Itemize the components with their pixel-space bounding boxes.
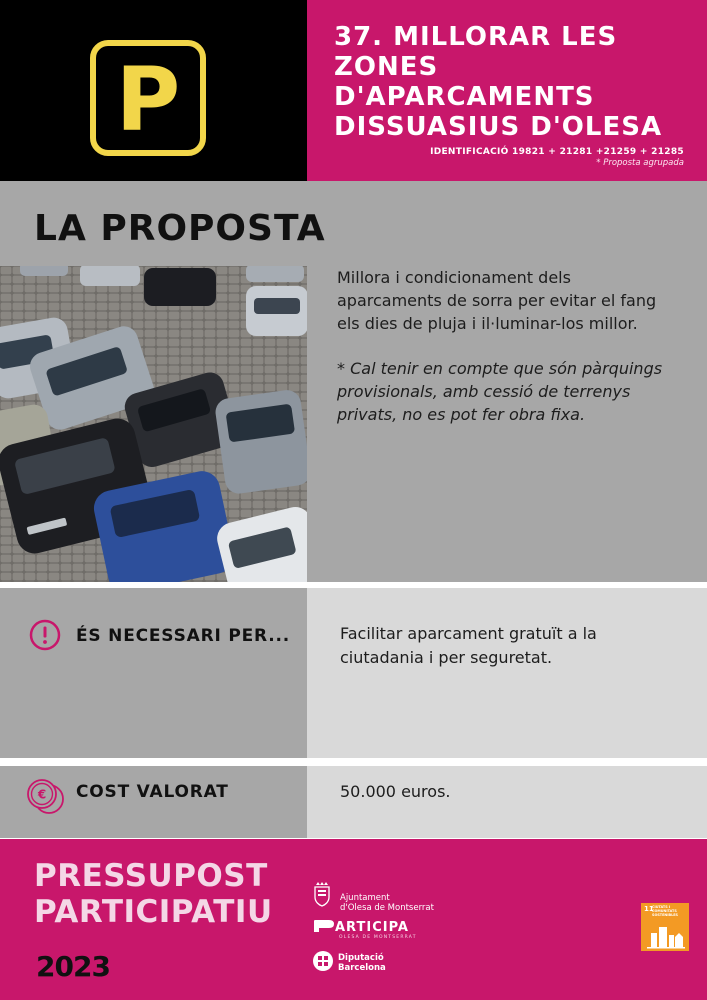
ajuntament-crest-icon xyxy=(313,881,331,907)
diputacio-grid-icon xyxy=(313,951,333,971)
participatory-budget-title: PRESSUPOST PARTICIPATIU xyxy=(34,858,273,930)
svg-text:€: € xyxy=(37,787,47,802)
necessity-label: ÉS NECESSARI PER... xyxy=(76,626,290,646)
parking-sign-icon xyxy=(90,40,206,156)
ajuntament-logo-text: Ajuntament d'Olesa de Montserrat xyxy=(340,893,434,913)
participa-subtitle: OLESA DE MONTSERRAT xyxy=(339,935,417,940)
proposal-description: Millora i condicionament dels aparcaments de sorra per evitar el fang els dies de pluja i il·luminar-los millor. xyxy=(337,268,657,333)
participa-logo xyxy=(313,919,409,935)
cost-text-panel xyxy=(307,766,707,838)
diputacio-logo-text: Diputació Barcelona xyxy=(338,953,386,973)
parking-lot-photo xyxy=(0,266,307,582)
identification-code: IDENTIFICACIÓ 19821 + 21281 +21259 + 21285 xyxy=(430,147,684,157)
necessity-text: Facilitar aparcament gratuït a la ciutadania i per seguretat. xyxy=(340,624,597,667)
participa-logo-text: ARTICIPA xyxy=(335,920,409,935)
participa-p-icon xyxy=(313,919,335,933)
exclamation-circle-icon xyxy=(28,618,62,652)
sdg-number: 11 xyxy=(644,905,654,913)
diputacio-logo-icon xyxy=(313,951,333,971)
page-title: 37. MILLORAR LES ZONES D'APARCAMENTS DISSUASIUS D'OLESA xyxy=(334,22,663,142)
proposal-heading: LA PROPOSTA xyxy=(34,208,326,249)
grouped-proposal-note: * Proposta agrupada xyxy=(596,158,684,168)
necessity-text-panel xyxy=(307,588,707,758)
sdg-label: CIUTATS I COMUNITATS SOSTENIBLES xyxy=(652,905,678,917)
necessity-label-panel xyxy=(0,588,307,758)
proposal-note: * Cal tenir en compte que són pàrquings provisionals, amb cessió de terrenys privats, no es pot fer obra fixa. xyxy=(337,359,663,424)
euro-coins-icon xyxy=(24,776,68,816)
cost-value: 50.000 euros. xyxy=(340,782,451,801)
cost-label: COST VALORAT xyxy=(76,782,229,802)
parking-sign-letter: P xyxy=(115,48,181,151)
budget-year: 2023 xyxy=(36,950,110,983)
